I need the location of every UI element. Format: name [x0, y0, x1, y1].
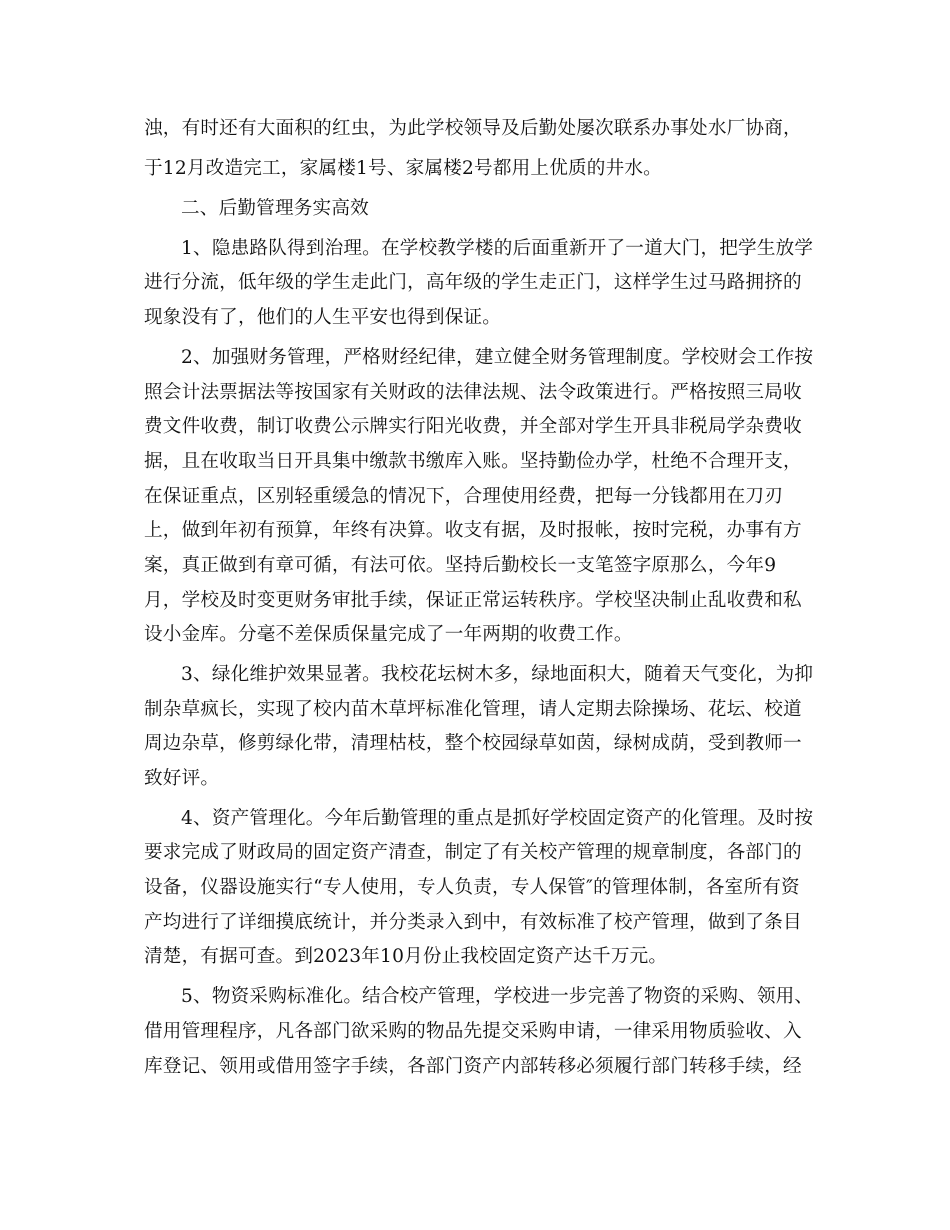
text-line: 照会计法票据法等按国家有关财政的法律法规、法令政策进行。严格按照三局收	[144, 382, 802, 403]
text-line: 要求完成了财政局的固定资产清查，制定了有关校产管理的规章制度，各部门的	[144, 842, 802, 863]
text-line: 进行分流，低年级的学生走此门，高年级的学生走正门，这样学生过马路拥挤的	[144, 272, 802, 293]
text-line: 据，且在收取当日开具集中缴款书缴库入账。坚持勤俭办学，杜绝不合理开支，	[144, 451, 802, 472]
paragraph-start: 3、绿化维护效果显著。我校花坛树木多，绿地面积大，随着天气变化，为抑	[181, 664, 814, 685]
text-line: 周边杂草，修剪绿化带，清理枯枝，整个校园绿草如茵，绿树成荫，受到教师一	[144, 733, 802, 754]
text-line: 现象没有了，他们的人生平安也得到保证。	[144, 307, 502, 328]
text-line: 产均进行了详细摸底统计，并分类录入到中，有效标准了校产管理，做到了条目	[144, 912, 802, 933]
text-line: 案，真正做到有章可循，有法可依。坚持后勤校长一支笔签字原那么，今年9	[144, 555, 777, 576]
paragraph-start: 4、资产管理化。今年后勤管理的重点是抓好学校固定资产的化管理。及时按	[181, 808, 814, 829]
text-line: 设备，仪器设施实行“专人使用，专人负责，专人保管″的管理体制，各室所有资	[144, 877, 800, 898]
text-line: 清楚，有据可查。到2023年10月份止我校固定资产达千万元。	[144, 946, 668, 967]
text-line: 在保证重点，区别轻重缓急的情况下，合理使用经费，把每一分钱都用在刀刃	[144, 486, 783, 507]
text-line: 设小金库。分毫不差保质保量完成了一年两期的收费工作。	[144, 624, 633, 645]
text-line: 上，做到年初有预算，年终有决算。收支有据，及时报帐，按时完税，办事有方	[144, 520, 802, 541]
paragraph-start: 5、物资采购标准化。结合校产管理，学校进一步完善了物资的采购、领用、	[181, 986, 814, 1007]
paragraph-start: 2、加强财务管理，严格财经纪律，建立健全财务管理制度。学校财会工作按	[181, 347, 814, 368]
text-line: 致好评。	[144, 768, 220, 789]
text-line: 费文件收费，制订收费公示牌实行阳光收费，并全部对学生开具非税局学杂费收	[144, 416, 802, 437]
text-line: 浊，有时还有大面积的红虫，为此学校领导及后勤处屡次联系办事处水厂协商，	[144, 118, 802, 139]
text-line: 借用管理程序，凡各部门欲采购的物品先提交采购申请，一律采用物质验收、入	[144, 1021, 802, 1042]
paragraph-start: 1、隐患路队得到治理。在学校教学楼的后面重新开了一道大门，把学生放学	[181, 238, 814, 259]
text-line: 制杂草疯长，实现了校内苗木草坪标准化管理，请人定期去除操场、花坛、校道	[144, 699, 802, 720]
text-line: 库登记、领用或借用签字手续，各部门资产内部转移必须履行部门转移手续，经	[144, 1056, 802, 1077]
section-heading: 二、后勤管理务实高效	[181, 198, 369, 219]
text-line: 于12月改造完工，家属楼1号、家属楼2号都用上优质的井水。	[144, 158, 662, 179]
text-line: 月，学校及时变更财务审批手续，保证正常运转秩序。学校坚决制止乱收费和私	[144, 590, 802, 611]
